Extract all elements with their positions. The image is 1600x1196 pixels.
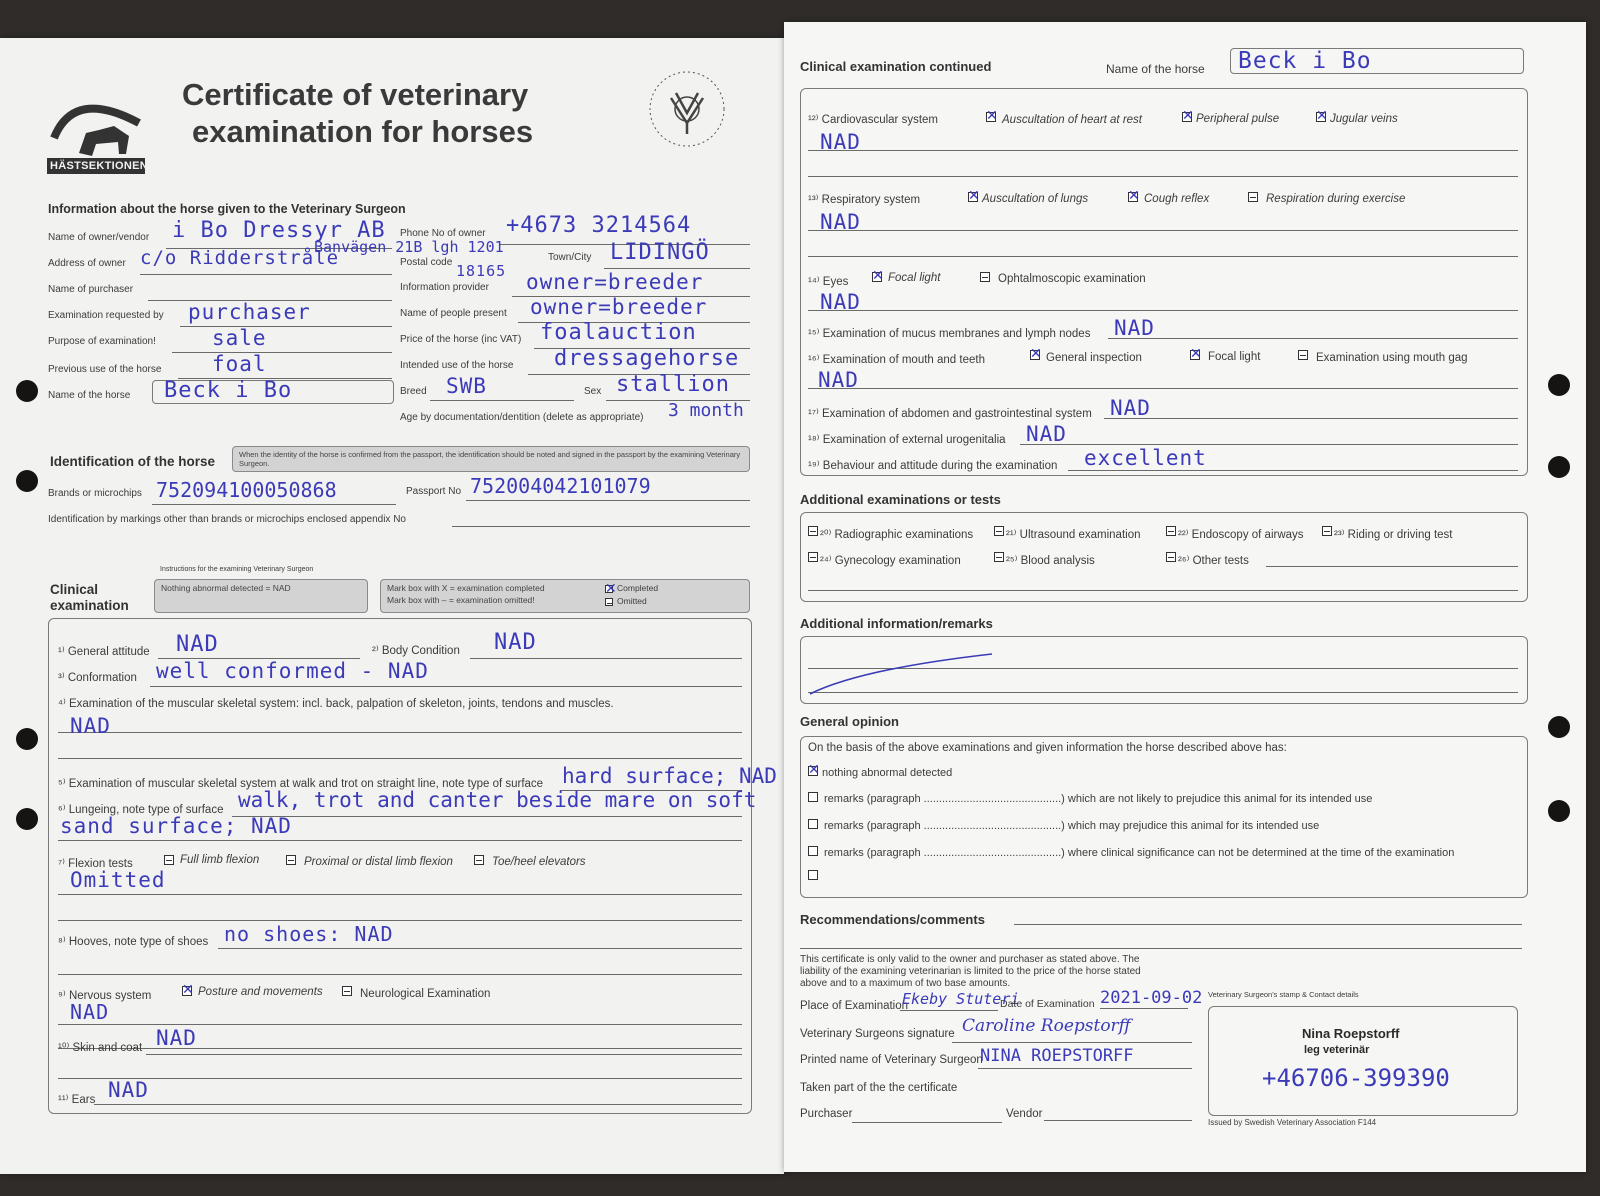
mouth-value[interactable]: NAD (818, 368, 859, 392)
conformation-label: ³⁾ Conformation (58, 672, 137, 684)
cardio-line-2 (808, 176, 1518, 177)
purchaser-label-right: Purchaser (800, 1108, 853, 1120)
punch-hole (1548, 456, 1570, 478)
logo-text: HÄSTSEKTIONEN (50, 160, 149, 172)
ausc-heart-checkbox[interactable] (986, 112, 996, 122)
nad-note: Nothing abnormal detected = NAD (154, 579, 368, 613)
printed-name-value[interactable]: NINA ROEPSTORFF (980, 1046, 1134, 1066)
certificate-title: Certificate of veterinary examination for horses (182, 77, 534, 149)
test-radiographic: ²⁰⁾ Radiographic examinations (820, 529, 974, 541)
address-line (140, 274, 392, 275)
punch-hole (16, 380, 38, 402)
opinion-box (800, 736, 1528, 898)
purpose-label: Purpose of examination! (48, 336, 156, 347)
test-blood-checkbox[interactable] (994, 552, 1004, 562)
people-value[interactable]: owner=breeder (530, 295, 708, 319)
toe-heel-label: Toe/heel elevators (492, 856, 586, 868)
pulse-checkbox[interactable] (1182, 112, 1192, 122)
continued-heading: Clinical examination continued (800, 59, 992, 74)
mucus-value[interactable]: NAD (1114, 316, 1155, 340)
taken-label: Taken part of the the certificate (800, 1082, 958, 1094)
skin-line (146, 1054, 742, 1055)
cough-label: Cough reflex (1144, 193, 1210, 205)
urogen-value[interactable]: NAD (1026, 422, 1067, 446)
eyes-value[interactable]: NAD (820, 290, 861, 314)
general-attitude-value[interactable]: NAD (176, 632, 219, 657)
proximal-label: Proximal or distal limb flexion (304, 856, 453, 868)
breed-value[interactable]: SWB (446, 374, 487, 398)
test-radiographic-checkbox[interactable] (808, 526, 818, 536)
resp-line-1 (808, 230, 1518, 231)
proximal-checkbox[interactable] (286, 855, 296, 865)
sex-label: Sex (584, 386, 602, 397)
test-ultrasound-checkbox[interactable] (994, 526, 1004, 536)
purpose-value[interactable]: sale (212, 326, 267, 350)
previous-label: Previous use of the horse (48, 364, 162, 375)
intended-label: Intended use of the horse (400, 360, 514, 371)
passport-line (466, 500, 750, 501)
breed-line (430, 400, 574, 401)
test-other-checkbox[interactable] (1166, 552, 1176, 562)
muscular-line-2 (58, 758, 742, 759)
place-line (900, 1010, 998, 1011)
address-value[interactable]: c/o Ridderstråle (140, 247, 340, 269)
lungeing-line-1 (232, 816, 742, 817)
general-insp-checkbox[interactable] (1030, 350, 1040, 360)
stamp-box (1208, 1006, 1518, 1116)
requested-label: Examination requested by (48, 310, 164, 321)
opinion-r3-checkbox[interactable] (808, 846, 818, 856)
horse-name-label: Name of the horse (48, 390, 131, 401)
jugular-label: Jugular veins (1330, 113, 1398, 125)
recommendations-line-1 (1014, 924, 1522, 925)
people-label: Name of people present (400, 308, 507, 319)
opinion-r3: remarks (paragraph .............................................) where clinical significance can not be determined at the time of the examination (824, 847, 1455, 859)
jugular-checkbox[interactable] (1316, 112, 1326, 122)
printed-name-label: Printed name of Veterinary Surgeon (800, 1054, 983, 1066)
punch-hole (16, 808, 38, 830)
abdomen-label: ¹⁷⁾ Examination of abdomen and gastrointestinal system (808, 408, 1092, 420)
validity-text: This certificate is only valid to the owner and purchaser as stated above. The liability of the examining veterinarian is limited to the price of the horse stated above and to a maximum of two base amounts. (800, 954, 1141, 989)
ears-label: ¹¹⁾ Ears (58, 1094, 96, 1106)
owner-value[interactable]: i Bo Dressyr AB (172, 218, 386, 243)
muscular-label: ⁴⁾ Examination of the muscular skeletal system: incl. back, palpation of skeleton, joints, tendons and muscles. (58, 698, 614, 710)
horse-name-value-right[interactable]: Beck i Bo (1238, 48, 1372, 74)
brands-value[interactable]: 752094100050868 (156, 478, 337, 502)
stamp-phone[interactable]: +46706-399390 (1262, 1064, 1450, 1092)
legend-omitted: Omitted (617, 596, 647, 606)
recommendations-line-2 (800, 948, 1522, 949)
date-line (1100, 1008, 1188, 1009)
markings-line (452, 526, 750, 527)
punch-hole (16, 470, 38, 492)
behaviour-value[interactable]: excellent (1084, 446, 1207, 470)
remarks-strikethrough (800, 644, 1000, 700)
signature-line (952, 1042, 1192, 1043)
passport-label: Passport No (406, 486, 462, 497)
hooves-line (218, 948, 742, 949)
opinion-r2: remarks (paragraph .............................................) which may prejudice this animal for its intended use (824, 820, 1320, 832)
opinion-nothing: nothing abnormal detected (822, 767, 953, 779)
ausc-heart-label: Auscultation of heart at rest (1002, 114, 1142, 126)
town-value[interactable]: LIDINGÖ (610, 240, 710, 265)
town-line (604, 268, 750, 269)
flexion-value[interactable]: Omitted (70, 868, 166, 892)
purchaser-sign-line (852, 1122, 1002, 1123)
flexion-line-1 (58, 894, 742, 895)
punch-hole (1548, 800, 1570, 822)
lungeing-value-2[interactable]: sand surface; NAD (60, 814, 292, 838)
muscular-value[interactable]: NAD (70, 714, 111, 738)
flexion-label: ⁷⁾ Flexion tests (58, 858, 133, 870)
test-ultrasound: ²¹⁾ Ultrasound examination (1006, 529, 1141, 541)
cough-checkbox[interactable] (1128, 192, 1138, 202)
purchaser-label: Name of purchaser (48, 284, 134, 295)
place-label: Place of Examination (800, 1000, 909, 1012)
issued-by: Issued by Swedish Veterinary Association F144 (1208, 1118, 1377, 1127)
previous-value[interactable]: foal (212, 352, 267, 376)
opinion-r1: remarks (paragraph .............................................) which are not likely to prejudice this animal for its intended use (824, 793, 1373, 805)
vendor-label: Vendor (1006, 1108, 1043, 1120)
stamp-title: leg veterinär (1304, 1044, 1370, 1056)
intended-value[interactable]: dressagehorse (554, 346, 740, 371)
signature-label: Veterinary Surgeons signature (800, 1028, 955, 1040)
full-limb-checkbox[interactable] (164, 855, 174, 865)
legend-omitted-checkbox (605, 598, 613, 606)
punch-hole (16, 728, 38, 750)
owner-label: Name of owner/vendor (48, 232, 150, 243)
abdomen-value[interactable]: NAD (1110, 396, 1151, 420)
remarks-heading: Additional information/remarks (800, 616, 993, 631)
clinical-heading: Clinical examination (50, 582, 129, 613)
mark-note-box: Mark box with X = examination completed Mark box with – = examination omitted! ✕ Completed Omitted (380, 579, 750, 613)
nervous-label: ⁹⁾ Nervous system (58, 990, 152, 1002)
horse-name-label-right: Name of the horse (1106, 62, 1205, 76)
opinion-r1-checkbox[interactable] (808, 792, 818, 802)
resp-value[interactable]: NAD (820, 210, 861, 234)
muscular-line-1 (58, 732, 742, 733)
mucus-label: ¹⁵⁾ Examination of mucus membranes and lymph nodes (808, 328, 1091, 340)
sex-value[interactable]: stallion (616, 372, 730, 397)
hooves-line-2 (58, 974, 742, 975)
left-page (0, 38, 784, 1174)
recommendations-heading: Recommendations/comments (800, 912, 985, 927)
walk-trot-value[interactable]: hard surface; NAD (562, 764, 777, 788)
hooves-label: ⁸⁾ Hooves, note type of shoes (58, 936, 209, 948)
abdomen-line (1104, 418, 1518, 419)
provider-label: Information provider (400, 282, 489, 293)
mouth-gag-checkbox[interactable] (1298, 350, 1308, 360)
requested-value[interactable]: purchaser (188, 300, 311, 324)
lungeing-line-2 (58, 840, 742, 841)
instructions-label: Instructions for the examining Veterinary Surgeon (160, 566, 314, 573)
lungeing-value-1[interactable]: walk, trot and canter beside mare on soft (238, 788, 757, 812)
opinion-nothing-checkbox[interactable] (808, 766, 818, 776)
provider-value[interactable]: owner=breeder (526, 270, 704, 294)
mouth-gag-label: Examination using mouth gag (1316, 352, 1468, 364)
toe-heel-checkbox[interactable] (474, 855, 484, 865)
opinion-heading: General opinion (800, 714, 899, 729)
age-value[interactable]: 3 month (668, 400, 744, 421)
opinion-other-checkbox[interactable] (808, 870, 818, 880)
resp-label: ¹³⁾ Respiratory system (808, 194, 921, 206)
ophtal-label: Ophtalmoscopic examination (998, 273, 1146, 285)
test-riding-checkbox[interactable] (1322, 526, 1332, 536)
urogen-label: ¹⁸⁾ Examination of external urogenitalia (808, 434, 1006, 446)
eyes-label: ¹⁴⁾ Eyes (808, 276, 849, 288)
conformation-value[interactable]: well conformed - NAD (156, 659, 429, 683)
identification-heading: Identification of the horse (50, 454, 216, 469)
info-heading: Information about the horse given to the Veterinary Surgeon (48, 202, 406, 216)
resp-ex-checkbox[interactable] (1248, 192, 1258, 202)
date-label: Date of Examination (1000, 998, 1095, 1010)
right-page (784, 22, 1586, 1172)
conformation-line (150, 686, 742, 687)
legend-completed: Completed (617, 583, 659, 593)
veterinary-association-seal (646, 68, 728, 150)
ophtal-checkbox[interactable] (980, 272, 990, 282)
cardio-label: ¹²⁾ Cardiovascular system (808, 114, 938, 126)
cardio-value[interactable]: NAD (820, 130, 861, 154)
eyes-line (808, 310, 1518, 311)
focal2-label: Focal light (1208, 351, 1261, 363)
test-endoscopy: ²²⁾ Endoscopy of airways (1178, 529, 1304, 541)
breed-label: Breed (400, 386, 427, 397)
age-label: Age by documentation/dentition (delete as appropriate) (400, 412, 644, 423)
ausc-lungs-checkbox[interactable] (968, 192, 978, 202)
identification-note: When the identity of the horse is confirmed from the passport, the identification should be noted and signed in the passport by the examining Veterinary Surgeon. (232, 446, 750, 472)
test-endoscopy-checkbox[interactable] (1166, 526, 1176, 536)
phone-value[interactable]: +4673 3214564 (506, 213, 692, 238)
legend-completed-checkbox (605, 585, 613, 593)
vendor-sign-line (1044, 1120, 1192, 1121)
resp-line-2 (808, 256, 1518, 257)
skin-label: ¹⁰⁾ Skin and coat (58, 1042, 143, 1054)
general-attitude-label: ¹⁾ General attitude (58, 646, 150, 658)
focal-checkbox[interactable] (872, 272, 882, 282)
stamp-label: Veterinary Surgeon's stamp & Contact details (1208, 990, 1359, 999)
punch-hole (1548, 374, 1570, 396)
cardio-line-1 (808, 150, 1518, 151)
focal-label: Focal light (888, 272, 941, 284)
posture-checkbox[interactable] (182, 986, 192, 996)
tests-line-2 (808, 590, 1518, 591)
town-label: Town/City (548, 252, 592, 263)
resp-ex-label: Respiration during exercise (1266, 193, 1406, 205)
markings-label: Identification by markings other than brands or microchips enclosed appendix No (48, 514, 406, 525)
body-condition-line (470, 658, 742, 659)
lungeing-label: ⁶⁾ Lungeing, note type of surface (58, 804, 224, 816)
mouth-line (808, 388, 1518, 389)
horse-name-value[interactable]: Beck i Bo (164, 378, 293, 403)
pulse-label: Peripheral pulse (1196, 113, 1280, 125)
brands-label: Brands or microchips (48, 488, 142, 499)
signature-value[interactable]: Caroline Roepstorff (962, 1016, 1131, 1036)
price-value[interactable]: foalauction (540, 320, 697, 345)
nervous-value[interactable]: NAD (70, 1000, 110, 1024)
flexion-line-2 (58, 920, 742, 921)
hooves-value[interactable]: no shoes: NAD (224, 922, 394, 946)
postal-value[interactable]: 18165 (456, 262, 507, 280)
skin-value[interactable]: NAD (156, 1026, 197, 1050)
price-label: Price of the horse (inc VAT) (400, 334, 522, 345)
mucus-line (1108, 338, 1518, 339)
test-blood: ²⁵⁾ Blood analysis (1006, 555, 1095, 567)
test-riding: ²³⁾ Riding or driving test (1334, 529, 1453, 541)
punch-hole (1548, 716, 1570, 738)
neuro-checkbox[interactable] (342, 986, 352, 996)
ausc-lungs-label: Auscultation of lungs (982, 193, 1089, 205)
behaviour-line (1068, 470, 1518, 471)
date-value[interactable]: 2021-09-02 (1100, 988, 1203, 1008)
skin-line-2 (58, 1078, 742, 1079)
walk-trot-label: ⁵⁾ Examination of muscular skeletal system at walk and trot on straight line, note type of surface (58, 778, 544, 790)
full-limb-label: Full limb flexion (180, 854, 260, 866)
ears-value[interactable]: NAD (108, 1078, 149, 1102)
postal-label: Postal code (400, 257, 453, 268)
printed-name-line (978, 1068, 1192, 1069)
mouth-label: ¹⁶⁾ Examination of mouth and teeth (808, 354, 985, 366)
urogen-line (1020, 444, 1518, 445)
other-tests-line (1266, 566, 1518, 567)
address-extra-value[interactable]: Banvägen 21B lgh 1201 (314, 238, 504, 256)
brands-line (152, 504, 396, 505)
general-insp-label: General inspection (1046, 352, 1142, 364)
posture-label: Posture and movements (198, 986, 323, 998)
purpose-line (172, 352, 392, 353)
focal2-checkbox[interactable] (1190, 350, 1200, 360)
phone-label: Phone No of owner (400, 228, 486, 239)
behaviour-label: ¹⁹⁾ Behaviour and attitude during the examination (808, 460, 1058, 472)
nervous-line-1 (58, 1024, 742, 1025)
address-label: Address of owner (48, 258, 126, 269)
stamp-name: Nina Roepstorff (1302, 1026, 1400, 1041)
additional-tests-heading: Additional examinations or tests (800, 492, 1001, 507)
ears-line (94, 1104, 742, 1105)
hastsektionen-logo (44, 78, 148, 178)
body-condition-value[interactable]: NAD (494, 630, 537, 655)
neuro-label: Neurological Examination (360, 988, 491, 1000)
opinion-intro: On the basis of the above examinations and given information the horse described above has: (808, 742, 1287, 754)
test-gynecology-checkbox[interactable] (808, 552, 818, 562)
place-value[interactable]: Ekeby Stuteri (902, 990, 1020, 1008)
body-condition-label: ²⁾ Body Condition (372, 645, 460, 657)
passport-value[interactable]: 752004042101079 (470, 474, 651, 498)
opinion-r2-checkbox[interactable] (808, 819, 818, 829)
test-other: ²⁶⁾ Other tests (1178, 555, 1249, 567)
test-gynecology: ²⁴⁾ Gynecology examination (820, 555, 961, 567)
